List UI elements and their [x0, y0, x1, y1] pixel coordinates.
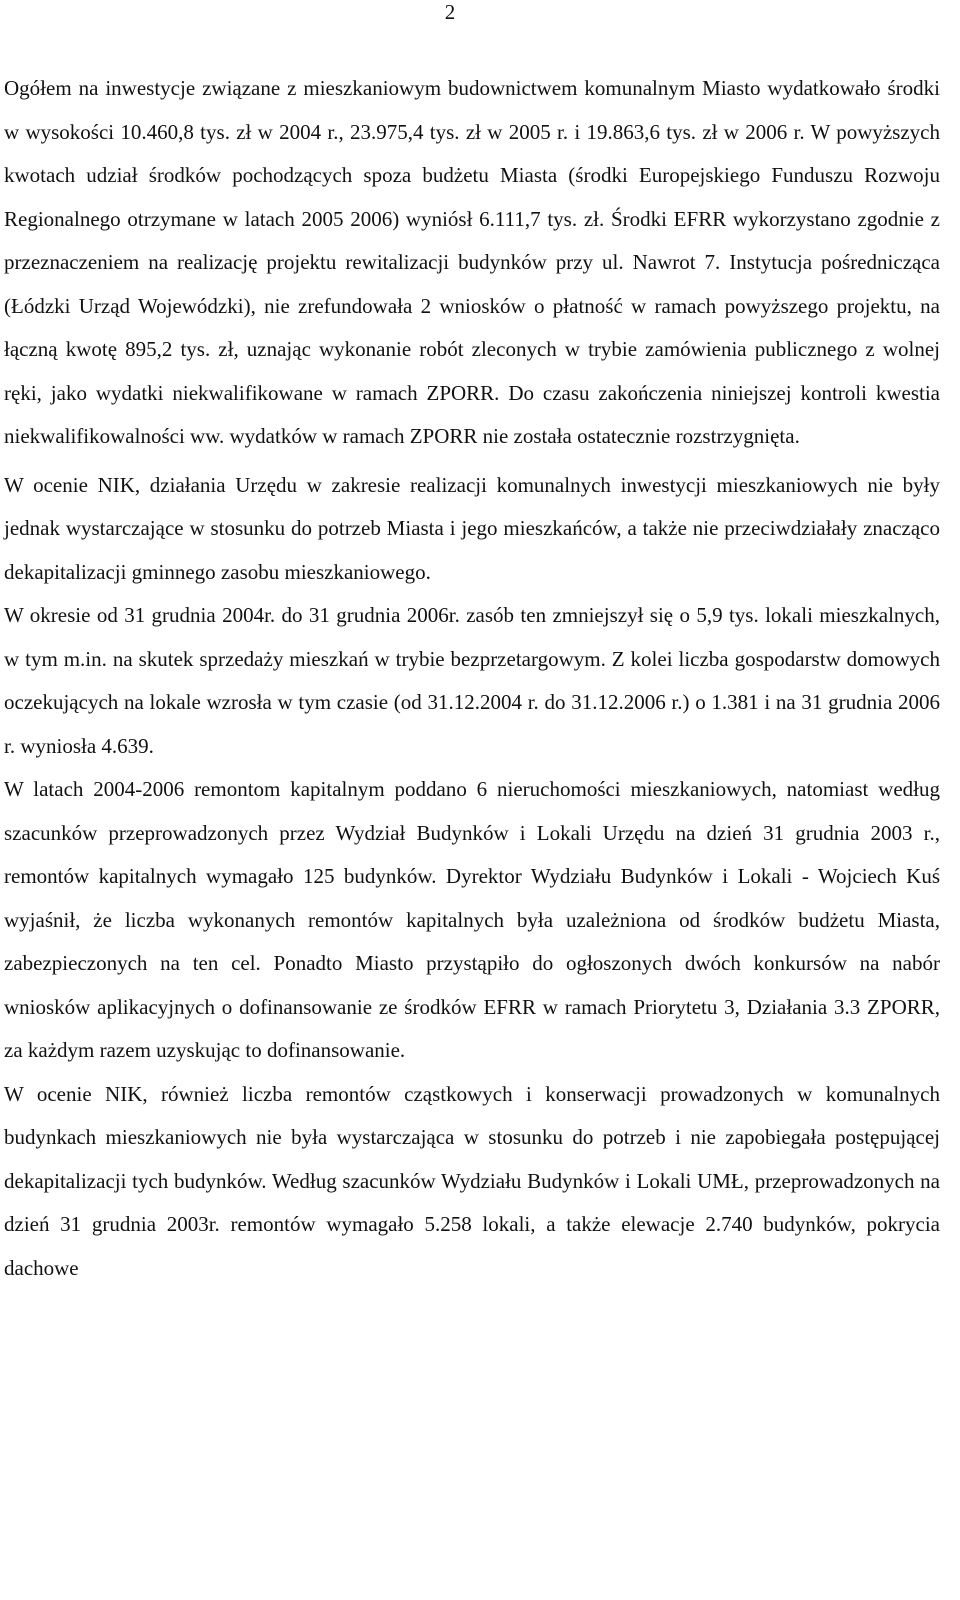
- document-body: [4, 67, 940, 1290]
- paragraph-housing-stock-decrease: W okresie od 31 grudnia 2004r. do 31 grudnia 2006r. zasób ten zmniejszył się o 5,9 tys. lokali mieszkalnych, w tym m.in. na skutek sprzedaży mieszkań w trybie bezprzetargowym. Z kolei liczba gospodarstw domowych oczekujących na lokale wzrosła w tym czasie (od 31.12.2004 r. do 31.12.2006 r.) o 1.381 i na 31 grudnia 2006 r. wyniosła 4.639.: [4, 603, 940, 758]
- paragraph-nik-assessment-investments: W ocenie NIK, działania Urzędu w zakresie realizacji komunalnych inwestycji mieszkaniowych nie były jednak wystarczające w stosunku do potrzeb Miasta i jego mieszkańców, a także nie przeciwdziałały znacząco dekapitalizacji gminnego zasobu mieszkaniowego.: [4, 472, 940, 584]
- paragraph-investment-spending: Ogółem na inwestycje związane z mieszkaniowym budownictwem komunalnym Miasto wydatkowało środki w wysokości 10.460,8 tys. zł w 2004 r., 23.975,4 tys. zł w 2005 r. i 19.863,6 tys. zł w 2006 r. W powyższych kwotach udział środków pochodzących spoza budżetu Miasta (środki Europejskiego Funduszu Rozwoju Regionalnego otrzymane w latach 2005 2006) wyniósł 6.111,7 tys. zł. Środki EFRR wykorzystano zgodnie z przeznaczeniem na realizację projektu rewitalizacji budynków przy ul. Nawrot 7. Instytucja pośrednicząca (Łódzki Urząd Wojewódzki), nie zrefundowała 2 wniosków o płatność w ramach powyższego projektu, na łączną kwotę 895,2 tys. zł, uznając wykonanie robót zleconych w trybie zamówienia publicznego z wolnej ręki, jako wydatki niekwalifikowane w ramach ZPORR. Do czasu zakończenia niniejszej kontroli kwestia niekwalifikowalności ww. wydatków w ramach ZPORR nie została ostatecznie rozstrzygnięta.: [4, 76, 940, 448]
- paragraph-nik-assessment-repairs: W ocenie NIK, również liczba remontów cząstkowych i konserwacji prowadzonych w komunalnych budynkach mieszkaniowych nie była wystarczająca w stosunku do potrzeb i nie zapobiegała postępującej dekapitalizacji tych budynków. Według szacunków Wydziału Budynków i Lokali UMŁ, przeprowadzonych na dzień 31 grudnia 2003r. remontów wymagało 5.258 lokali, a także elewacje 2.740 budynków, pokrycia dachowe: [4, 1081, 940, 1280]
- paragraph-capital-renovations: W latach 2004-2006 remontom kapitalnym poddano 6 nieruchomości mieszkaniowych, natomiast według szacunków przeprowadzonych przez Wydział Budynków i Lokali Urzędu na dzień 31 grudnia 2003 r., remontów kapitalnych wymagało 125 budynków. Dyrektor Wydziału Budynków i Lokali - Wojciech Kuś wyjaśnił, że liczba wykonanych remontów kapitalnych była uzależniona od środków budżetu Miasta, zabezpieczonych na ten cel. Ponadto Miasto przystąpiło do ogłoszonych dwóch konkursów na nabór wniosków aplikacyjnych o dofinansowanie ze środków EFRR w ramach Priorytetu 3, Działania 3.3 ZPORR, za każdym razem uzyskując to dofinansowanie.: [4, 777, 940, 1062]
- page-number: 2: [444, 0, 456, 24]
